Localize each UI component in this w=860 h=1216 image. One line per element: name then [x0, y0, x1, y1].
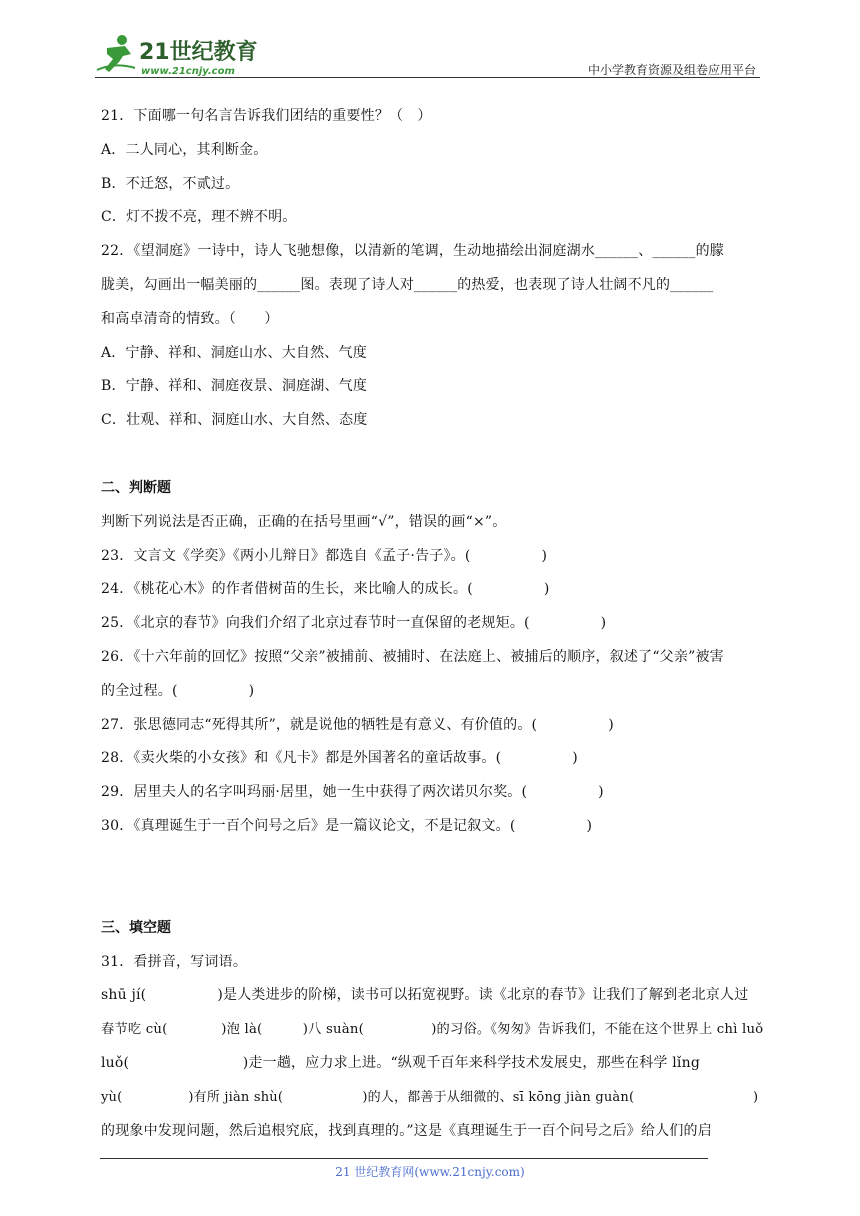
question-23: 23．文言文《学奕》《两小儿辩日》都选自《孟子·告子》。( ) — [101, 547, 548, 564]
question-25: 25．《北京的春节》向我们介绍了北京过春节时一直保留的老规矩。( ) — [101, 615, 607, 632]
section-3-title: 三、填空题 — [101, 919, 171, 936]
exam-content — [101, 100, 763, 1148]
question-26-line-2: 的全过程。( ) — [101, 682, 255, 699]
site-logo — [95, 32, 265, 76]
section-2-instruction: 判断下列说法是否正确，正确的在括号里画“√”，错误的画“×”。 — [101, 513, 507, 530]
question-28: 28．《卖火柴的小女孩》和《凡卡》都是外国著名的童话故事。( ) — [101, 750, 578, 767]
spacer — [101, 844, 763, 912]
page-header — [95, 28, 760, 80]
header-divider — [95, 77, 760, 78]
section-2-title: 二、判断题 — [101, 479, 171, 496]
question-21-stem: 21．下面哪一句名言告诉我们团结的重要性？（ ） — [101, 108, 432, 124]
question-22-option-b: B．宁静、祥和、洞庭夜景、洞庭湖、气度 — [101, 378, 368, 395]
question-22-option-a: A．宁静、祥和、洞庭山水、大自然、气度 — [101, 344, 367, 361]
question-22-line-2: 胧美，勾画出一幅美丽的______图。表现了诗人对______的热爱，也表现了诗人壮阔不凡的______ — [101, 276, 714, 293]
question-31-line-3: luǒ( )走一趟，应力求上进。“纵观千百年来科学技术发展史，那些在科学 lǐng — [101, 1054, 700, 1071]
question-31-stem: 31．看拼音，写词语。 — [101, 953, 248, 970]
question-22-line-1: 22．《望洞庭》一诗中，诗人飞驰想像，以清新的笔调，生动地描绘出洞庭湖水______、______的朦 — [101, 243, 725, 260]
question-27: 27．张思德同志“死得其所”，就是说他的牺牲是有意义、有价值的。( ) — [101, 716, 614, 733]
footer-link[interactable]: 21 世纪教育网(www.21cnjy.com) — [335, 1165, 525, 1179]
question-21-option-b: B．不迁怒，不贰过。 — [101, 175, 240, 192]
question-22-option-c: C．壮观、祥和、洞庭山水、大自然、态度 — [101, 412, 368, 429]
question-29: 29．居里夫人的名字叫玛丽·居里，她一生中获得了两次诺贝尔奖。( ) — [101, 784, 604, 801]
question-22-line-3: 和高卓清奇的情致。（ ） — [101, 310, 279, 327]
logo-main-text: 21世纪教育 — [139, 40, 258, 65]
logo-url-text: www.21cnjy.com — [141, 66, 235, 76]
question-31-line-4: yù( )有所 jiàn shù( )的人，都善于从细微的、sī kōng jiàn guàn( ) — [101, 1089, 759, 1105]
question-31-line-2: 春节吃 cù( )泡 là( )八 suàn( )的习俗。《匆匆》告诉我们，不能在这个世界上 chì luǒ — [101, 1022, 764, 1038]
question-30: 30．《真理诞生于一百个问号之后》是一篇议论文，不是记叙文。( ) — [101, 817, 593, 834]
header-platform-text: 中小学教育资源及组卷应用平台 — [587, 63, 756, 77]
question-21-option-a: A．二人同心，其利断金。 — [101, 141, 268, 158]
question-24: 24．《桃花心木》的作者借树苗的生长，来比喻人的成长。( ) — [101, 581, 550, 598]
question-31-line-1: shū jí( )是人类进步的阶梯，读书可以拓宽视野。读《北京的春节》让我们了解到老北京人过 — [101, 987, 749, 1004]
question-31-line-5: 的现象中发现问题，然后追根究底，找到真理的。”这是《真理诞生于一百个问号之后》给人们的启 — [101, 1122, 712, 1139]
runner-logo-icon — [95, 32, 265, 76]
spacer — [101, 438, 763, 472]
footer-divider — [100, 1158, 708, 1159]
question-21-option-c: C．灯不拨不亮，理不辨不明。 — [101, 209, 297, 226]
question-26-line-1: 26．《十六年前的回忆》按照“父亲”被捕前、被捕时、在法庭上、被捕后的顺序，叙述了“父亲”被害 — [101, 648, 724, 665]
